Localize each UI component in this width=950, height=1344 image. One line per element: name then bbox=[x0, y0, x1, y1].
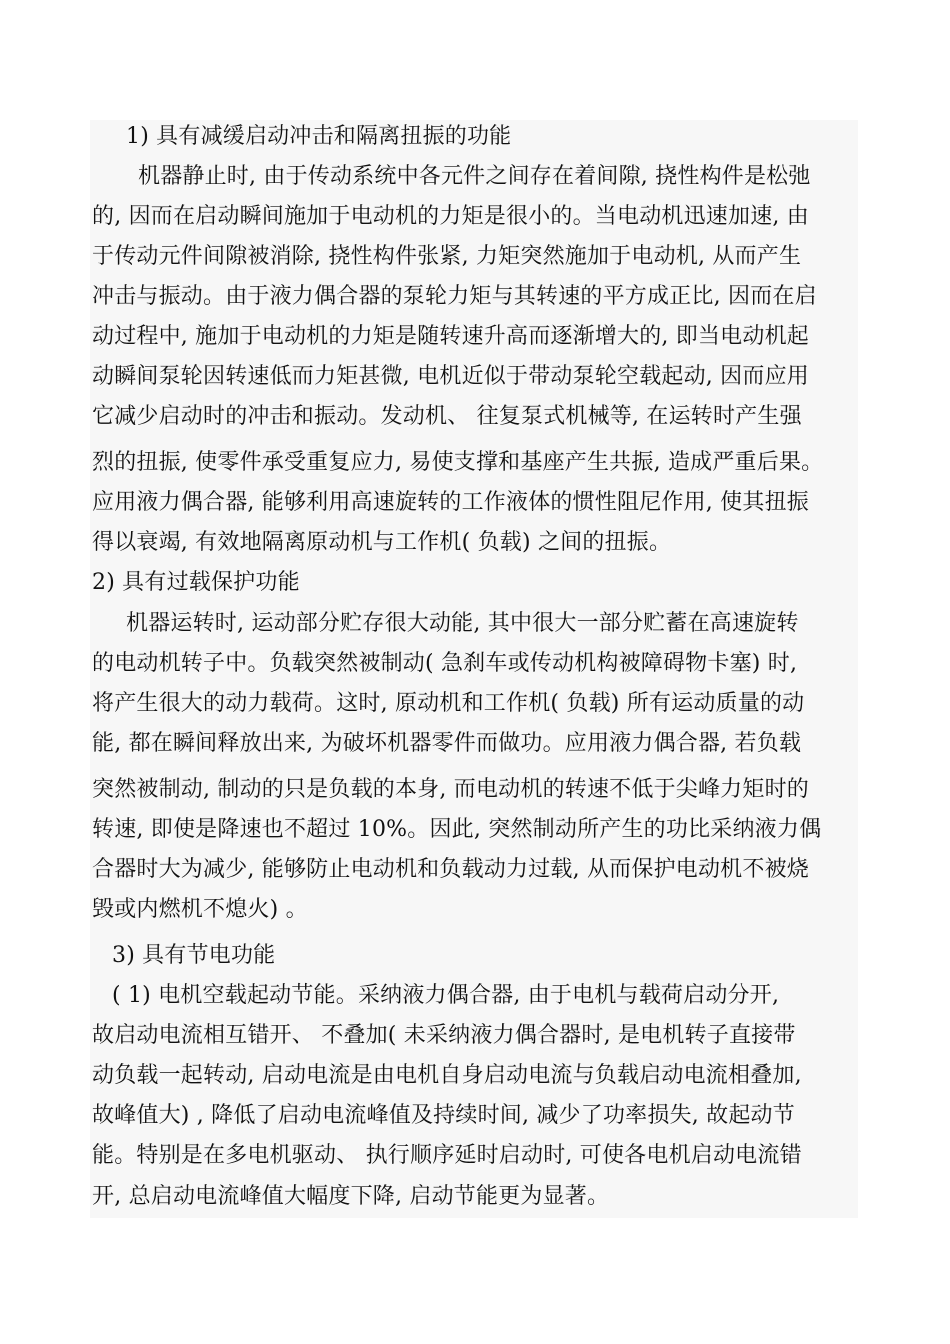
paragraph-line: 应用液力偶合器, 能够利用高速旋转的工作液体的惯性阻尼作用, 使其扭振 bbox=[92, 490, 809, 515]
paragraph-line: 突然被制动, 制动的只是负载的本身, 而电动机的转速不低于尖峰力矩时的 bbox=[92, 777, 809, 802]
paragraph-line: 于传动元件间隙被消除, 挠性构件张紧, 力矩突然施加于电动机, 从而产生 bbox=[92, 244, 802, 269]
paragraph-line: 将产生很大的动力载荷。这时, 原动机和工作机( 负载) 所有运动质量的动 bbox=[92, 691, 805, 716]
paragraph-line: 的, 因而在启动瞬间施加于电动机的力矩是很小的。当电动机迅速加速, 由 bbox=[92, 204, 809, 229]
heading-2: 2) 具有过载保护功能 bbox=[92, 570, 300, 595]
paragraph-line: 机器运转时, 运动部分贮存很大动能, 其中很大一部分贮蓄在高速旋转 bbox=[126, 611, 799, 636]
paragraph-line: 毁或内燃机不熄火) 。 bbox=[92, 897, 308, 922]
paragraph-line: ( 1) 电机空载起动节能。采纳液力偶合器, 由于电机与载荷启动分开, bbox=[112, 983, 780, 1008]
paragraph-line: 的电动机转子中。负载突然被制动( 急刹车或传动机构被障碍物卡塞) 时, bbox=[92, 651, 798, 676]
heading-1: 1) 具有减缓启动冲击和隔离扭振的功能 bbox=[126, 124, 512, 149]
paragraph-line: 烈的扭振, 使零件承受重复应力, 易使支撑和基座产生共振, 造成严重后果。 bbox=[92, 450, 824, 475]
paragraph-line: 能, 都在瞬间释放出来, 为破坏机器零件而做功。应用液力偶合器, 若负载 bbox=[92, 731, 802, 756]
paragraph-line: 动瞬间泵轮因转速低而力矩甚微, 电机近似于带动泵轮空载起动, 因而应用 bbox=[92, 364, 809, 389]
paragraph-line: 能。特别是在多电机驱动、 执行顺序延时启动时, 可使各电机启动电流错 bbox=[92, 1143, 802, 1168]
paragraph-line: 故峰值大) , 降低了启动电流峰值及持续时间, 减少了功率损失, 故起动节 bbox=[92, 1103, 795, 1128]
paragraph-line: 开, 总启动电流峰值大幅度下降, 启动节能更为显著。 bbox=[92, 1184, 610, 1209]
paragraph-line: 得以衰竭, 有效地隔离原动机与工作机( 负载) 之间的扭振。 bbox=[92, 530, 672, 555]
paragraph-line: 转速, 即使是降速也不超过 10%。因此, 突然制动所产生的功比采纳液力偶 bbox=[92, 817, 822, 842]
paragraph-line: 故启动电流相互错开、 不叠加( 未采纳液力偶合器时, 是电机转子直接带 bbox=[92, 1023, 796, 1048]
heading-3: 3) 具有节电功能 bbox=[112, 943, 276, 968]
paragraph-line: 合器时大为减少, 能够防止电动机和负载动力过载, 从而保护电动机不被烧 bbox=[92, 857, 809, 882]
paragraph-line: 冲击与振动。由于液力偶合器的泵轮力矩与其转速的平方成正比, 因而在启 bbox=[92, 284, 817, 309]
paragraph-line: 动负载一起转动, 启动电流是由电机自身启动电流与负载启动电流相叠加, bbox=[92, 1063, 802, 1088]
paragraph-line: 机器静止时, 由于传动系统中各元件之间存在着间隙, 挠性构件是松弛 bbox=[138, 164, 811, 189]
paragraph-line: 它减少启动时的冲击和振动。发动机、 往复泵式机械等, 在运转时产生强 bbox=[92, 404, 802, 429]
paragraph-line: 动过程中, 施加于电动机的力矩是随转速升高而逐渐增大的, 即当电动机起 bbox=[92, 324, 809, 349]
